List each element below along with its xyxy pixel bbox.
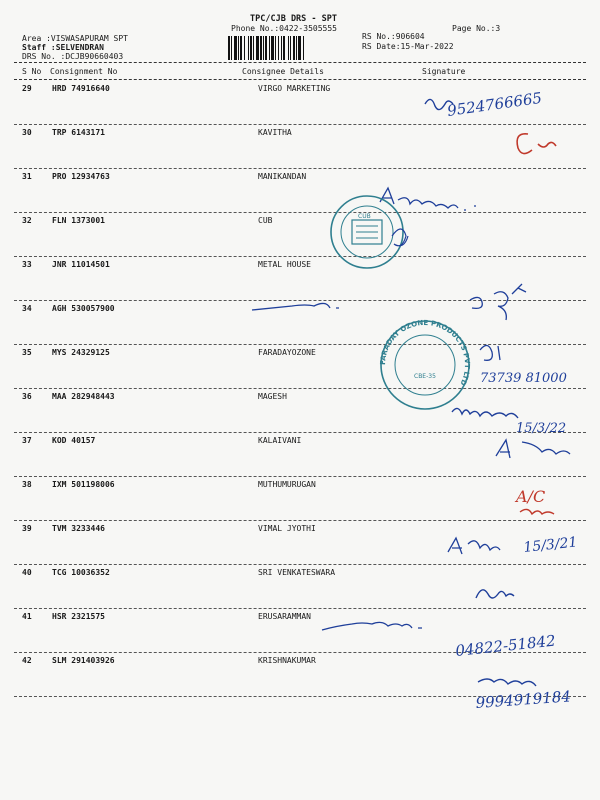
faraday-stamp-ring: FARADAY OZONE PRODUCTS PVT LTD [378,318,472,387]
signature-row30 [517,134,556,154]
row-sno: 41 [22,612,32,621]
row-consignment: TRP 6143171 [52,128,105,137]
barcode-bar [250,36,252,60]
row-sno: 30 [22,128,32,137]
row-consignee: FARADAYOZONE [258,348,316,357]
faraday-stamp-code: CBE-35 [414,373,436,380]
row-consignment: SLM 291403926 [52,656,115,665]
row-separator [14,652,586,653]
row-consignee: KALAIVANI [258,436,302,445]
phone-number: Phone No.:0422-3505555 [231,24,337,33]
row-consignment: HRD 74916640 [52,84,110,93]
rs-number: RS No.:906604 [362,32,425,41]
header-rule-top [14,62,586,63]
signature-row39 [448,538,500,554]
row-consignment: TVM 3233446 [52,524,105,533]
row-consignment: MAA 282948443 [52,392,115,401]
row-sno: 42 [22,656,32,665]
phone-row42: 9994919184 [475,687,572,712]
note-row38: A/C [516,487,546,506]
row-sno: 32 [22,216,32,225]
row-separator [14,520,586,521]
signature-row41 [322,622,422,630]
signature-row31 [380,188,476,210]
row-sno: 39 [22,524,32,533]
row-sno: 31 [22,172,32,181]
date-row39: 15/3/21 [522,534,579,556]
row-separator [14,212,586,213]
row-consignee: MANIKANDAN [258,172,307,181]
area-label: Area :VISWASAPURAM SPT [22,34,128,43]
row-sno: 40 [22,568,32,577]
row-separator [14,564,586,565]
col-consignee: Consignee Details [242,67,324,76]
row-consignee: CUB [258,216,273,225]
barcode-bar [253,36,254,60]
staff-label: Staff :SELVENDRAN [22,43,104,52]
signature-row33 [252,303,339,310]
row-consignee: SRI VENKATESWARA [258,568,336,577]
row-consignment: IXM 501198006 [52,480,115,489]
drs-number: DRS No. :DCJB90660403 [22,52,124,61]
barcode-bar [260,36,262,60]
cub-stamp-label: CUB [358,213,371,220]
row-separator [14,300,586,301]
row-consignee: MUTHUMURUGAN [258,480,316,489]
row-separator [14,696,586,697]
barcode-bar [248,36,249,60]
phone-row35: 73739 81000 [480,371,567,386]
barcode-bar [256,36,259,60]
faraday-stamp [378,318,472,409]
barcode-bar [228,36,230,60]
col-signature: Signature [422,67,466,76]
cub-stamp [331,196,403,268]
row-consignment: TCG 10036352 [52,568,110,577]
row-sno: 33 [22,260,32,269]
barcode-bar [296,36,297,60]
barcode [228,36,352,60]
row-separator [14,344,586,345]
signature-row37 [496,440,570,458]
barcode-bar [234,36,237,60]
row-sno: 38 [22,480,32,489]
barcode-bar [303,36,304,60]
signature-row32 [392,229,408,246]
signature-row38 [520,509,554,514]
row-consignee: MAGESH [258,392,287,401]
row-consignment: KOD 40157 [52,436,96,445]
barcode-bar [288,36,289,60]
barcode-bar [269,36,270,60]
barcode-bar [290,36,291,60]
row-consignment: AGH 530057900 [52,304,115,313]
barcode-bar [275,36,276,60]
header-rule-bottom [14,79,586,80]
row-consignment: MYS 24329125 [52,348,110,357]
date-row36: 15/3/22 [516,421,567,436]
row-separator [14,124,586,125]
row-consignment: JNR 11014501 [52,260,110,269]
barcode-bar [281,36,282,60]
barcode-bar [244,36,245,60]
row-separator [14,168,586,169]
col-sno: S No [22,67,42,76]
row-sno: 36 [22,392,32,401]
barcode-bar [238,36,239,60]
signature-row35 [480,345,500,360]
row-consignee: VIRGO MARKETING [258,84,331,93]
barcode-bar [263,36,264,60]
signature-row34 [470,284,526,320]
row-separator [14,432,586,433]
row-consignment: FLN 1373001 [52,216,105,225]
row-consignee: KRISHNAKUMAR [258,656,316,665]
row-consignment: PRO 12934763 [52,172,110,181]
barcode-bar [271,36,274,60]
barcode-bar [231,36,232,60]
row-consignee: ERUSARAMMAN [258,612,311,621]
doc-title: TPC/CJB DRS - SPT [250,14,337,24]
barcode-bar [283,36,285,60]
row-consignee: METAL HOUSE [258,260,311,269]
rs-date: RS Date:15-Mar-2022 [362,42,454,51]
row-sno: 35 [22,348,32,357]
barcode-bar [278,36,279,60]
row-separator [14,608,586,609]
barcode-bar [293,36,295,60]
phone-row29: 9524766665 [446,88,544,120]
page-number: Page No.:3 [452,24,501,33]
row-consignment: HSR 2321575 [52,612,105,621]
signature-row40 [476,590,514,598]
signature-row36 [452,408,518,418]
row-separator [14,256,586,257]
row-consignee: VIMAL JYOTHI [258,524,316,533]
row-sno: 34 [22,304,32,313]
signature-row42 [478,679,536,686]
barcode-bar [298,36,301,60]
row-separator [14,476,586,477]
row-consignee: KAVITHA [258,128,292,137]
barcode-bar [240,36,242,60]
signature-row29 [425,99,453,109]
phone-row41: 04822-51842 [454,631,557,660]
barcode-bar [265,36,267,60]
row-sno: 29 [22,84,32,93]
row-sno: 37 [22,436,32,445]
row-separator [14,388,586,389]
col-consignment: Consignment No [50,67,118,76]
